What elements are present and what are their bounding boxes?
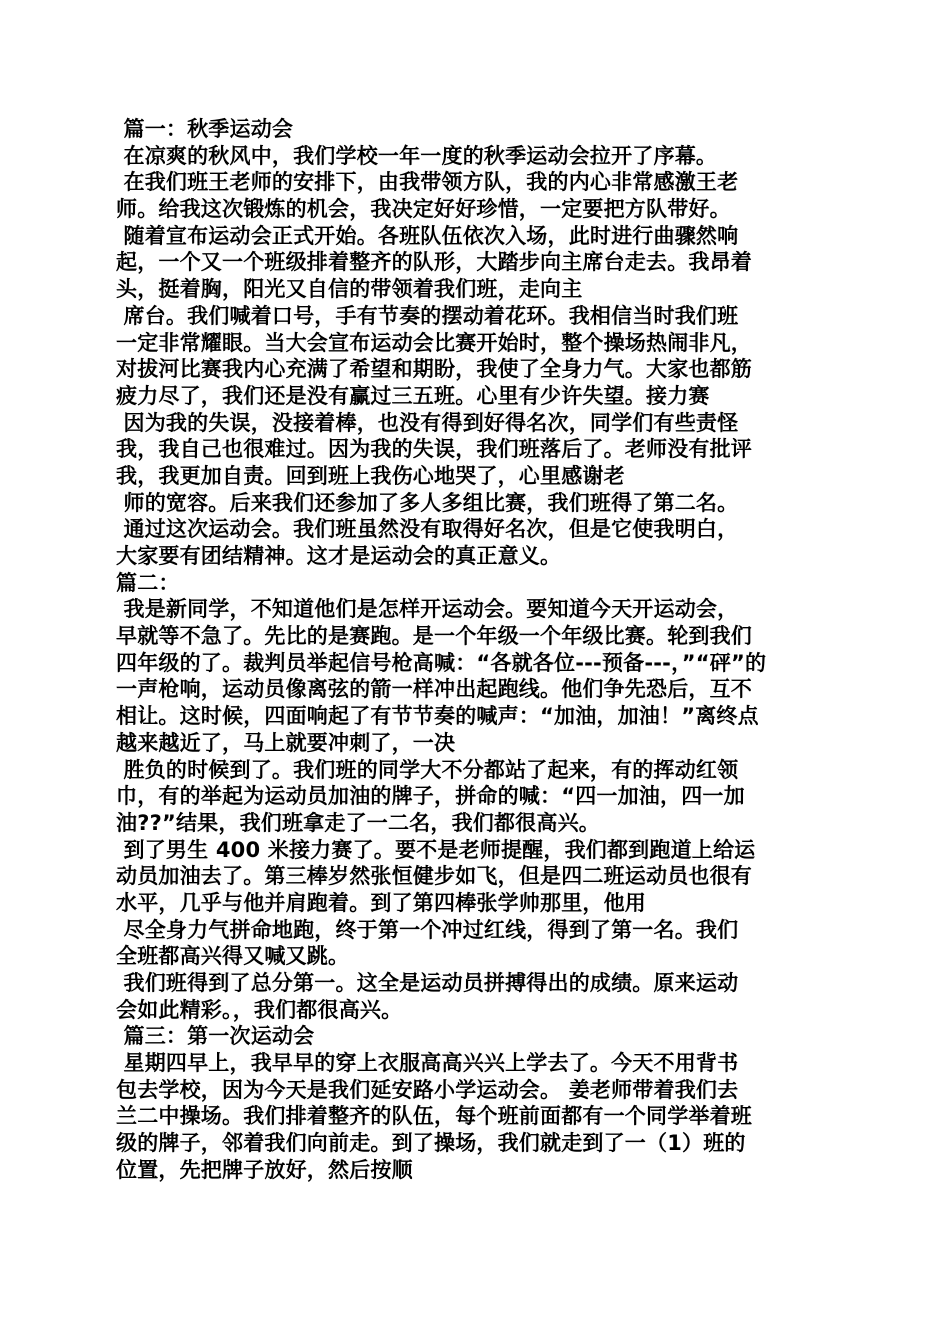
text-line: 篇三：第一次运动会 <box>116 1024 315 1049</box>
text-line: 越来越近了，马上就要冲刺了，一决 <box>116 730 456 755</box>
text-line: 在凉爽的秋风中，我们学校一年一度的秋季运动会拉开了序幕。 <box>116 143 718 168</box>
text-line: 我是新同学，不知道他们是怎样开运动会。要知道今天开运动会， <box>116 597 739 622</box>
text-line: 因为我的失误，没接着棒，也没有得到好得名次，同学们有些责怪 <box>116 410 739 435</box>
text-line: 篇一：秋季运动会 <box>116 117 294 141</box>
text-line: 早就等不急了。先比的是赛跑。是一个年级一个年级比赛。轮到我们 <box>116 624 752 649</box>
text-line: 一定非常耀眼。当大会宣布运动会比赛开始时，整个操场热闹非凡， <box>116 330 752 355</box>
text-line: 篇二： <box>116 570 180 595</box>
text-line: 起，一个又一个班级排着整齐的队形，大踏步向主席台走去。我昂着 <box>116 250 752 275</box>
text-line: 巾，有的举起为运动员加油的牌子，拼命的喊：“四一加油，四一加 <box>116 784 745 809</box>
text-line: 星期四早上，我早早的穿上衣服高高兴兴上学去了。今天不用背书 <box>116 1051 739 1076</box>
text-line: 随着宣布运动会正式开始。各班队伍依次入场，此时进行曲骤然响 <box>116 223 739 248</box>
text-line: 油??”结果，我们班拿走了一二名，我们都很高兴。 <box>116 810 600 835</box>
text-line: 师的宽容。后来我们还参加了多人多组比赛，我们班得了第二名。 <box>116 490 739 515</box>
text-line: 通过这次运动会。我们班虽然没有取得好名次，但是它使我明白， <box>116 517 739 542</box>
text-line: 师。给我这次锻炼的机会，我决定好好珍惜，一定要把方队带好。 <box>116 197 731 222</box>
text-line: 级的牌子，邻着我们向前走。到了操场，我们就走到了一（1）班的 <box>116 1131 746 1156</box>
text-line: 我，我更加自责。回到班上我伤心地哭了，心里感谢老 <box>116 463 625 488</box>
text-line: 大家要有团结精神。这才是运动会的真正意义。 <box>116 544 562 568</box>
text-line: 我，我自己也很难过。因为我的失误，我们班落后了。老师没有批评 <box>116 437 752 462</box>
text-line: 水平，几乎与他并肩跑着。到了第四棒张学帅那里，他用 <box>116 890 646 915</box>
text-line: 动员加油去了。第三棒岁然张恒健步如飞，但是四二班运动员也很有 <box>116 864 752 889</box>
text-line: 尽全身力气拼命地跑，终于第一个冲过红线，得到了第一名。我们 <box>116 917 739 942</box>
text-line: 到了男生 400 米接力赛了。要不是老师提醒，我们都到跑道上给运 <box>116 837 756 862</box>
text-line: 对拔河比赛我内心充满了希望和期盼，我使了全身力气。大家也都筋 <box>116 357 752 382</box>
text-line: 位置，先把牌子放好，然后按顺 <box>116 1157 413 1182</box>
text-line: 在我们班王老师的安排下，由我带领方队，我的内心非常感激王老 <box>116 170 739 195</box>
text-line: 席台。我们喊着口号，手有节奏的摆动着花环。我相信当时我们班 <box>116 303 739 328</box>
text-line: 包去学校，因为今天是我们延安路小学运动会。 姜老师带着我们去 <box>116 1077 739 1102</box>
text-line: 全班都高兴得又喊又跳。 <box>116 944 350 969</box>
document-body <box>116 116 836 1184</box>
text-line: 疲力尽了，我们还是没有赢过三五班。心里有少许失望。接力赛 <box>116 383 710 408</box>
text-line: 会如此精彩。，我们都很高兴。 <box>116 997 403 1022</box>
text-line: 胜负的时候到了。我们班的同学大不分都站了起来，有的挥动红领 <box>116 757 739 782</box>
text-line: 相让。这时候，四面响起了有节节奏的喊声：“加油，加油！”离终点 <box>116 704 759 729</box>
text-line: 一声枪响，运动员像离弦的箭一样冲出起跑线。他们争先恐后，互不 <box>116 677 752 702</box>
text-line: 我们班得到了总分第一。这全是运动员拼搏得出的成绩。原来运动 <box>116 971 739 995</box>
text-line: 头，挺着胸，阳光又自信的带领着我们班，走向主 <box>116 277 583 302</box>
text-line: 四年级的了。裁判员举起信号枪高喊：“各就各位---预备---，”“砰”的 <box>116 650 767 675</box>
text-line: 兰二中操场。我们排着整齐的队伍，每个班前面都有一个同学举着班 <box>116 1104 752 1129</box>
